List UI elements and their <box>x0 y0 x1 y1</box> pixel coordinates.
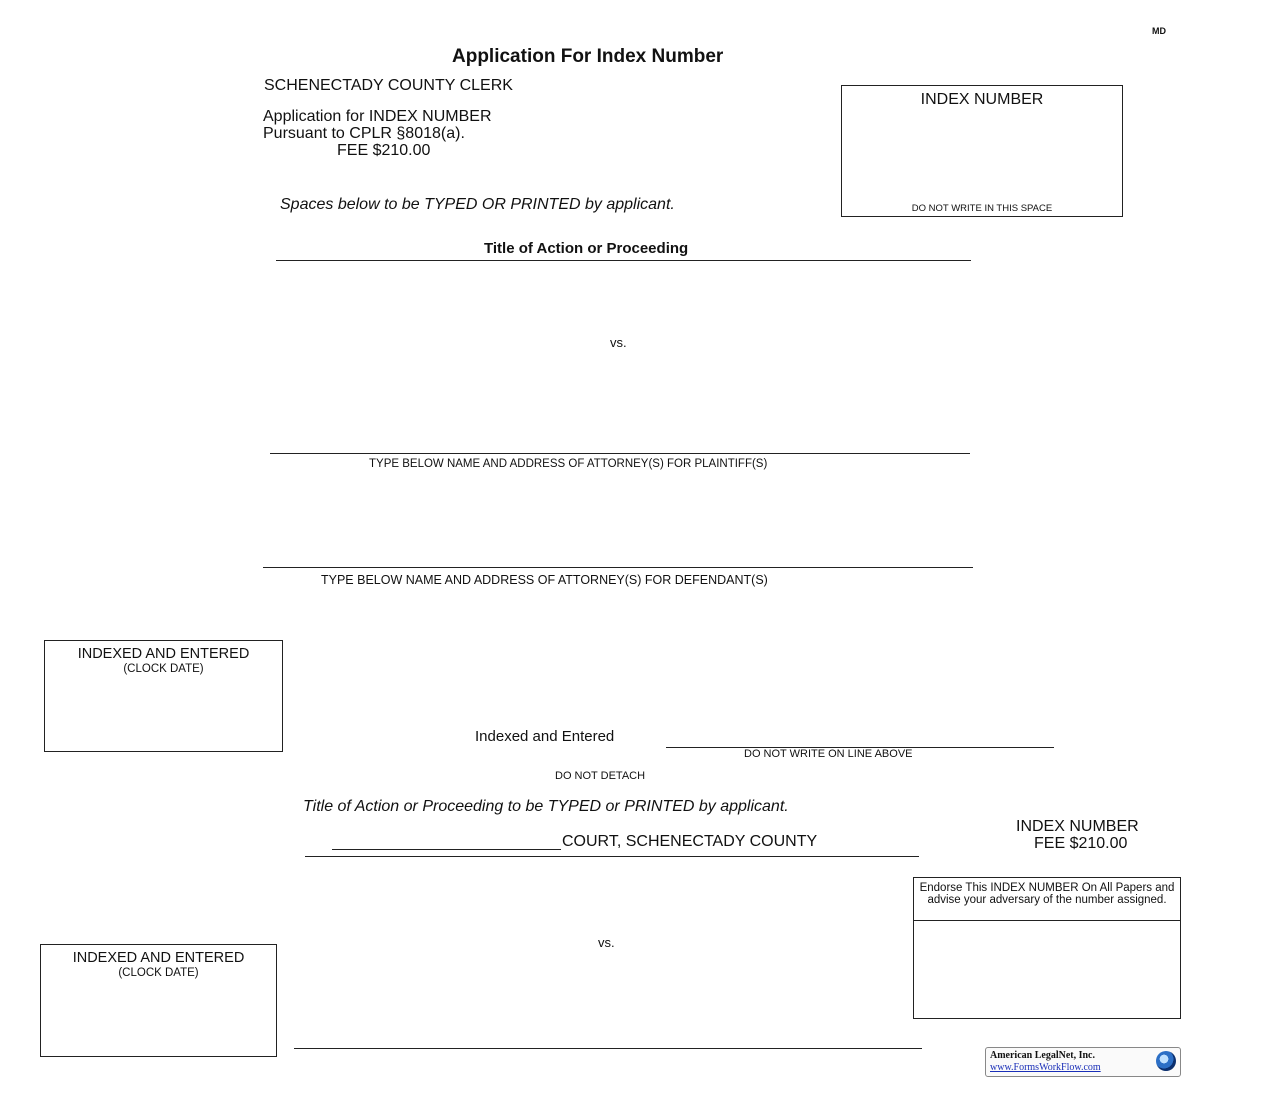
court-name-line[interactable] <box>332 849 561 850</box>
index-number-label-bottom: INDEX NUMBER <box>1016 818 1139 835</box>
endorse-divider <box>914 920 1180 921</box>
form-title: Application For Index Number <box>452 46 724 67</box>
logo-company-name: American LegalNet, Inc. <box>990 1050 1095 1061</box>
clerk-name: SCHENECTADY COUNTY CLERK <box>264 77 513 94</box>
attorney-plaintiff-label: TYPE BELOW NAME AND ADDRESS OF ATTORNEY(S) FOR PLAINTIFF(S) <box>369 458 768 470</box>
page-mark: MD <box>1152 26 1166 36</box>
application-line-1: Application for INDEX NUMBER <box>263 108 492 125</box>
do-not-write-line-note: DO NOT WRITE ON LINE ABOVE <box>744 748 913 760</box>
title-of-action-line[interactable] <box>276 260 971 261</box>
logo-url[interactable]: www.FormsWorkFlow.com <box>990 1062 1101 1073</box>
plaintiff-attorney-line[interactable] <box>263 567 973 568</box>
spaces-note: Spaces below to be TYPED OR PRINTED by applicant. <box>280 196 675 213</box>
attorney-defendant-label: TYPE BELOW NAME AND ADDRESS OF ATTORNEY(S) FOR DEFENDANT(S) <box>321 573 768 587</box>
globe-icon <box>1156 1051 1176 1071</box>
title-typed-note: Title of Action or Proceeding to be TYPED or PRINTED by applicant. <box>303 798 789 815</box>
do-not-detach: DO NOT DETACH <box>555 770 646 782</box>
endorse-index-box <box>913 877 1181 1019</box>
indexed-entered-label-2: INDEXED AND ENTERED <box>72 950 245 966</box>
fee-bottom: FEE $210.00 <box>1034 835 1128 852</box>
lower-defendant-line[interactable] <box>294 1048 922 1049</box>
vs-top: vs. <box>610 335 627 350</box>
do-not-write-note: DO NOT WRITE IN THIS SPACE <box>911 203 1053 214</box>
endorse-note: Endorse This INDEX NUMBER On All Papers and advise your adversary of the number assigned. <box>919 882 1175 906</box>
vs-bottom: vs. <box>598 935 615 950</box>
indexed-entered-box-1 <box>44 640 283 752</box>
clock-date-label-2: (CLOCK DATE) <box>118 967 199 979</box>
application-line-2: Pursuant to CPLR §8018(a). <box>263 125 465 142</box>
fee-top: FEE $210.00 <box>337 142 431 159</box>
index-number-label-top: INDEX NUMBER <box>920 91 1044 108</box>
title-of-action-heading: Title of Action or Proceeding <box>484 240 689 257</box>
american-legalnet-logo[interactable] <box>985 1047 1181 1077</box>
indexed-entered-label-1: INDEXED AND ENTERED <box>77 646 250 662</box>
indexed-entered-box-2 <box>40 944 277 1057</box>
indexed-entered-label: Indexed and Entered <box>475 728 615 745</box>
defendant-title-line[interactable] <box>270 453 970 454</box>
clock-date-label-1: (CLOCK DATE) <box>123 663 204 675</box>
court-underline <box>305 856 919 857</box>
index-number-box-top <box>841 85 1123 217</box>
court-label: COURT, SCHENECTADY COUNTY <box>562 833 818 850</box>
